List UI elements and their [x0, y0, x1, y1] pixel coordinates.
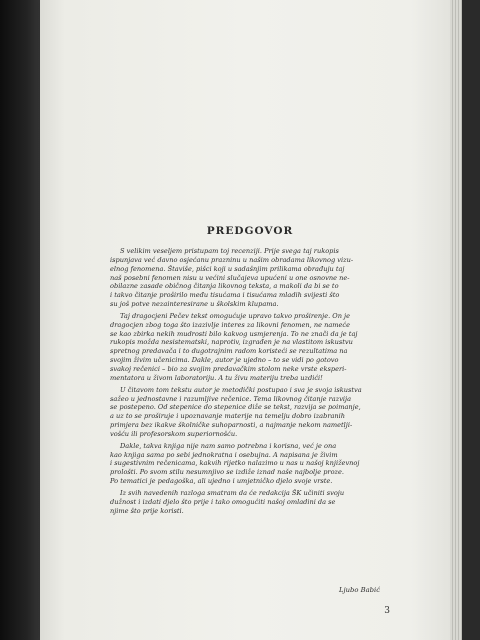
page-title: PREDGOVOR: [206, 225, 294, 237]
paragraph-2: Taj dragocjeni Pečev tekst omogućuje upravo takvo proširenje. On je dragocjen zbog toga što izazivlje interes za likovni fenomen, ne nameće se kao zbirka nekih mudrosti bilo kakvog usmjerenja. To ne znači da je taj rukopis možda nesistematski, naprotiv, izgrađen je na vlastitom iskustvu spretnog predavača i to dugotrajnim radom koristeći se rezultatima na svojim živim učenicima. Dakle, autor je ujedno – to se vidi po gotovo svakoj rečenici – bio za svojim predavačkim stolom neke vrste eksperi- mentatora u živom laboratoriju. A tu živu materiju treba uzdići!: [110, 311, 358, 382]
body-text: [110, 247, 380, 515]
background-surface: [462, 0, 480, 640]
author-signature: Ljubo Babić: [339, 586, 380, 594]
paragraph-3: U čitavom tom tekstu autor je metodički postupao i sva je svoja iskustva sažeo u jednostavne i razumljive rečenice. Tema likovnog čitanje razvija se postepeno. Od stepenice do stepenice diže se tekst, razvija se poimanje, a uz to se proširuje i upoznavanje materije na temelju dobro izabranih primjera bez ikakve školničke suhoparnosti, a najmanje nekom nametlji- vošću ili profesorskom superiornošću.: [110, 385, 362, 438]
book-binding-shadow: [0, 0, 44, 640]
page-stack-edge: [450, 0, 462, 640]
paragraph-1: S velikim veseljem pristupam toj recenziji. Prije svega taj rukopis ispunjava već davno osjećanu prazninu u našim obradama likovnog vizu- elnog fenomena. Štaviše, pišci koji u sadašnjim prilikama obrađuju taj naš posebni fenomen nisu u većini slučajeva upućeni u one osnovne ne- obilazne zasade običnog čitanja likovnog teksta, a makoli da bi se to i takvo čitanje proširilo među tisućama i tisućama mladih svijesti što su još potve nezainteresirane u školskim klupama.: [110, 247, 354, 309]
paragraph-5: Iz svih navedenih razloga smatram da će redakcija ŠK učiniti svoju dužnost i izdati djelo što prije i tako omogućiti našoj omladini da se njime što prije koristi.: [110, 488, 345, 515]
page-number: 3: [384, 606, 390, 616]
paragraph-4: Dakle, takva knjiga nije nam samo potrebna i korisna, već je ona kao knjiga sama po sebi jednokratna i osebujna. A napisana je živim i sugestivnim rečenicama, kakvih rijetko nalazimo u nas u našoj književnoj prološti. Po svom stilu nesumnjivo se izdiže iznad naše najbolje proze. Po tematici je pedagoška, ali ujedno i umjetničko djelo svoje vrste.: [110, 441, 360, 486]
